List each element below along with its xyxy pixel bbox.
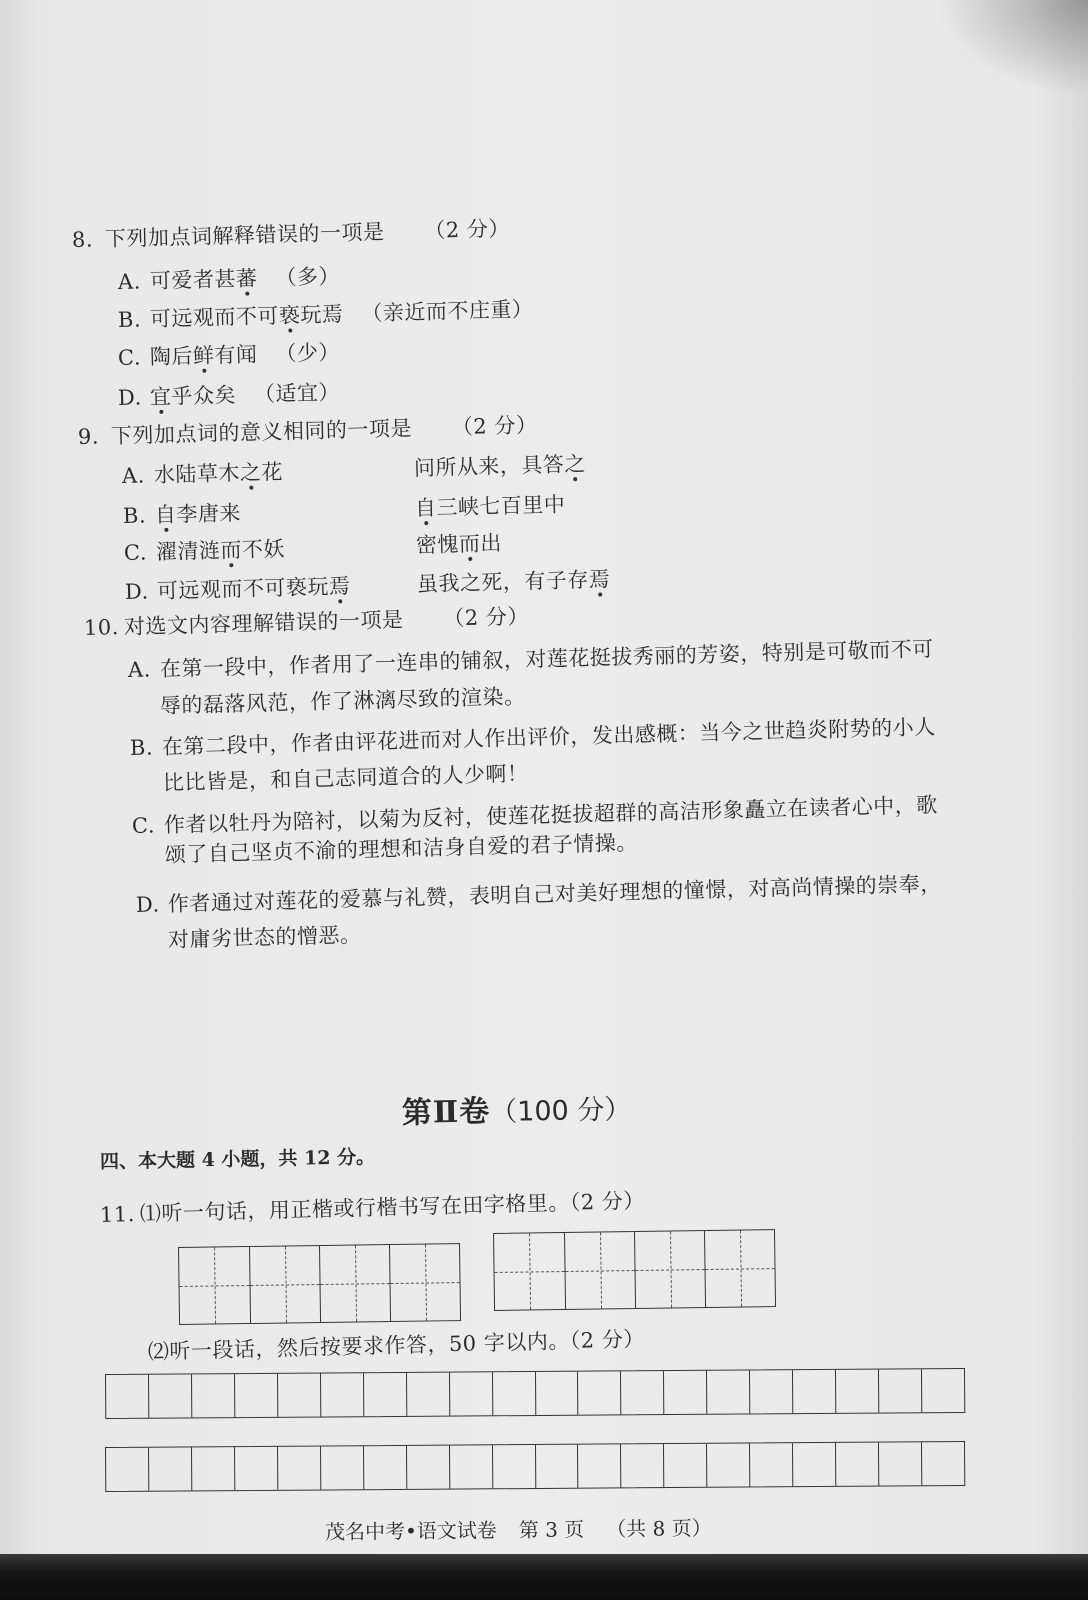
answer-grid-cell	[921, 1369, 964, 1412]
answer-grid-cell	[921, 1442, 964, 1485]
answer-grid-cell	[148, 1447, 191, 1490]
option-text: 三峡七百里中	[436, 492, 566, 520]
emphasis-dot-char: 焉	[588, 567, 611, 592]
answer-grid-cell	[620, 1371, 663, 1414]
option-label: A.	[117, 269, 142, 294]
option-10d-continued: 对庸劣世态的憎恶。	[167, 922, 362, 952]
option-label: A.	[127, 657, 152, 682]
option-label: C.	[131, 813, 156, 838]
option-8c	[118, 339, 341, 371]
option-label: B.	[122, 503, 147, 528]
tianzige-cell	[494, 1233, 565, 1310]
option-text: 不妖	[241, 536, 286, 562]
option-label: D.	[117, 385, 143, 410]
answer-grid-cell	[106, 1448, 148, 1491]
footer-exam-name: 茂名中考•语文试卷	[324, 1518, 497, 1544]
question-text: ⑴听一句话，用正楷或行楷书写在田字格里。（2 分）	[139, 1188, 646, 1226]
answer-grid-cell	[191, 1447, 234, 1490]
emphasis-dot-char: 而	[458, 531, 481, 557]
option-right-phrase	[414, 452, 587, 480]
option-text: 密愧	[415, 532, 460, 558]
answer-grid-cell	[792, 1370, 835, 1413]
page-footer	[325, 1515, 712, 1545]
section-4-heading: 四、本大题 4 小题，共 12 分。	[99, 1146, 376, 1173]
tianzige-cell	[634, 1231, 705, 1308]
answer-grid-cell	[706, 1444, 749, 1487]
option-right-phrase	[417, 567, 611, 596]
footer-page-total: （共 8 页）	[606, 1515, 712, 1542]
answer-grid-cell	[492, 1445, 535, 1488]
option-left-phrase	[154, 455, 415, 488]
answer-grid-cell	[835, 1370, 878, 1413]
question-text: 对选文内容理解错误的一项是	[123, 607, 404, 639]
answer-grid-cell	[577, 1371, 620, 1414]
tianzige-cell	[249, 1246, 320, 1323]
question-9-stem	[78, 412, 538, 450]
question-score: （2 分）	[424, 216, 511, 243]
question-score: （2 分）	[451, 412, 538, 440]
answer-grid-cell	[535, 1445, 578, 1488]
answer-grid-cell	[706, 1371, 749, 1414]
option-right-phrase	[415, 492, 566, 520]
answer-grid-cell	[363, 1373, 406, 1416]
option-10a	[128, 636, 934, 683]
footer-page-number: 第 3 页	[518, 1517, 585, 1542]
tianzige-cell	[564, 1232, 635, 1309]
option-label: B.	[117, 307, 142, 332]
question-10-stem	[84, 603, 530, 641]
answer-grid-cell	[406, 1373, 449, 1416]
answer-grid-cell	[663, 1444, 706, 1487]
answer-grid-row	[105, 1368, 965, 1419]
tianzige-cell	[389, 1244, 460, 1321]
option-text: 作者以牡丹为陪衬，以菊为反衬，使莲花挺拔超群的高洁形象矗立在读者心中，歌	[163, 792, 939, 838]
option-10b-continued: 比比皆是，和自己志同道合的人少啊！	[162, 761, 529, 795]
option-label: C.	[117, 345, 142, 370]
option-gloss: （适宜）	[253, 380, 341, 407]
option-label: A.	[121, 463, 146, 488]
question-number: 11.	[99, 1202, 136, 1227]
answer-grid-cell	[277, 1447, 320, 1490]
answer-grid-cell	[106, 1375, 148, 1418]
answer-grid-cell	[234, 1374, 277, 1417]
emphasis-dot-char: 自	[154, 502, 177, 528]
option-gloss: （多）	[275, 264, 341, 290]
option-text: 有闻	[214, 342, 258, 368]
answer-grid-cell	[878, 1442, 921, 1485]
option-text: 可爱者甚	[149, 266, 237, 294]
option-gloss: （亲近而不庄重）	[361, 297, 534, 326]
question-11-sub1	[100, 1188, 646, 1228]
part-2-title-main: 第Ⅱ卷	[401, 1094, 491, 1131]
answer-grid-cell	[535, 1372, 578, 1415]
answer-grid-cell	[234, 1447, 277, 1490]
option-left-phrase	[155, 495, 416, 528]
option-label: C.	[123, 540, 148, 565]
emphasis-dot-char: 宜	[149, 384, 172, 410]
question-number: 10.	[83, 615, 120, 640]
option-label: D.	[135, 892, 161, 917]
option-label: D.	[124, 579, 150, 604]
option-9b	[123, 491, 566, 529]
option-text: 虽我之死，有子存	[416, 567, 590, 597]
answer-grid-cell	[277, 1374, 320, 1417]
option-text: 问所从来，具答	[413, 452, 565, 481]
emphasis-dot-char: 焉	[328, 574, 351, 599]
option-text: 乎众矣	[171, 382, 237, 409]
part-2-title-score: （100 分）	[489, 1094, 632, 1129]
answer-grid-cell	[449, 1445, 492, 1488]
option-10c-continued: 颂了自己坚贞不渝的理想和洁身自爱的君子情操。	[164, 830, 639, 867]
answer-grid-cell	[320, 1446, 363, 1489]
option-text: 陶后	[149, 344, 194, 370]
emphasis-dot-char: 而	[220, 537, 243, 563]
option-text: 可远观而不可	[149, 303, 280, 332]
answer-grid-row	[105, 1441, 965, 1492]
option-left-phrase	[156, 532, 417, 565]
option-right-phrase	[416, 531, 503, 557]
emphasis-dot-char: 亵	[278, 303, 301, 328]
option-text: 作者通过对莲花的爱慕与礼赞，表明自己对美好理想的憧憬，对高尚情操的崇奉，	[167, 871, 943, 917]
answer-grid-cell	[835, 1443, 878, 1486]
emphasis-dot-char: 之	[564, 451, 587, 477]
option-10b	[130, 714, 936, 761]
answer-grid-cell	[148, 1374, 191, 1417]
scanner-edge	[0, 1554, 1088, 1600]
option-text: 玩焉	[300, 302, 344, 328]
option-9a	[122, 451, 587, 489]
emphasis-dot-char: 自	[414, 495, 437, 521]
part-2-title	[402, 1091, 632, 1136]
answer-grid-cell	[363, 1446, 406, 1489]
answer-grid-cell	[492, 1372, 535, 1415]
answer-grid-cell	[749, 1443, 792, 1486]
emphasis-dot-char: 蕃	[235, 266, 258, 291]
answer-grid-cell	[406, 1446, 449, 1489]
option-8d	[118, 379, 341, 411]
question-score: （2 分）	[443, 604, 530, 631]
emphasis-dot-char: 之	[239, 460, 262, 485]
option-text: 花	[261, 459, 284, 485]
option-8a	[118, 263, 341, 295]
option-8b	[118, 296, 534, 333]
answer-grid-cell	[878, 1369, 921, 1412]
answer-grid-cell	[320, 1373, 363, 1416]
option-9c	[124, 530, 503, 566]
option-left-phrase	[157, 571, 418, 604]
question-number: 8.	[71, 227, 94, 252]
question-number: 9.	[77, 424, 100, 449]
option-text: 水陆草木	[153, 460, 241, 488]
tianzige-grid-right	[493, 1229, 776, 1311]
option-text: 李唐来	[176, 500, 242, 527]
answer-grid-cell	[620, 1444, 663, 1487]
answer-grid-cell	[449, 1372, 492, 1415]
question-11-sub2: ⑵听一段话，然后按要求作答，50 字以内。（2 分）	[147, 1326, 646, 1364]
option-text: 出	[480, 531, 503, 556]
option-9d	[125, 566, 611, 605]
tianzige-cell	[704, 1230, 775, 1307]
option-10a-continued: 辱的磊落风范，作了淋漓尽致的渲染。	[159, 684, 526, 718]
option-text: 在第一段中，作者用了一连串的铺叙，对莲花挺拔秀丽的芳姿，特别是可敬而不可	[159, 636, 935, 682]
option-gloss: （少）	[275, 340, 341, 366]
answer-grid-cell	[792, 1443, 835, 1486]
answer-grid-cell	[749, 1370, 792, 1413]
question-text: 下列加点词的意义相同的一项是	[110, 416, 413, 449]
tianzige-grid-left	[178, 1243, 461, 1325]
emphasis-dot-char: 鲜	[192, 343, 215, 369]
question-text: 下列加点词解释错误的一项是	[104, 219, 385, 252]
tianzige-cell	[179, 1247, 250, 1324]
answer-grid-cell	[577, 1444, 620, 1487]
answer-grid-cell	[663, 1371, 706, 1414]
option-text: 可远观而不可亵玩	[156, 574, 330, 604]
option-10d	[136, 871, 942, 918]
answer-grid-cell	[191, 1374, 234, 1417]
option-text: 在第二段中，作者由评花进而对人作出评价，发出感概：当今之世趋炎附势的小人	[161, 714, 937, 760]
option-text: 濯清涟	[155, 538, 221, 565]
question-8-stem	[72, 216, 511, 253]
tianzige-cell	[319, 1245, 390, 1322]
option-label: B.	[129, 735, 154, 760]
